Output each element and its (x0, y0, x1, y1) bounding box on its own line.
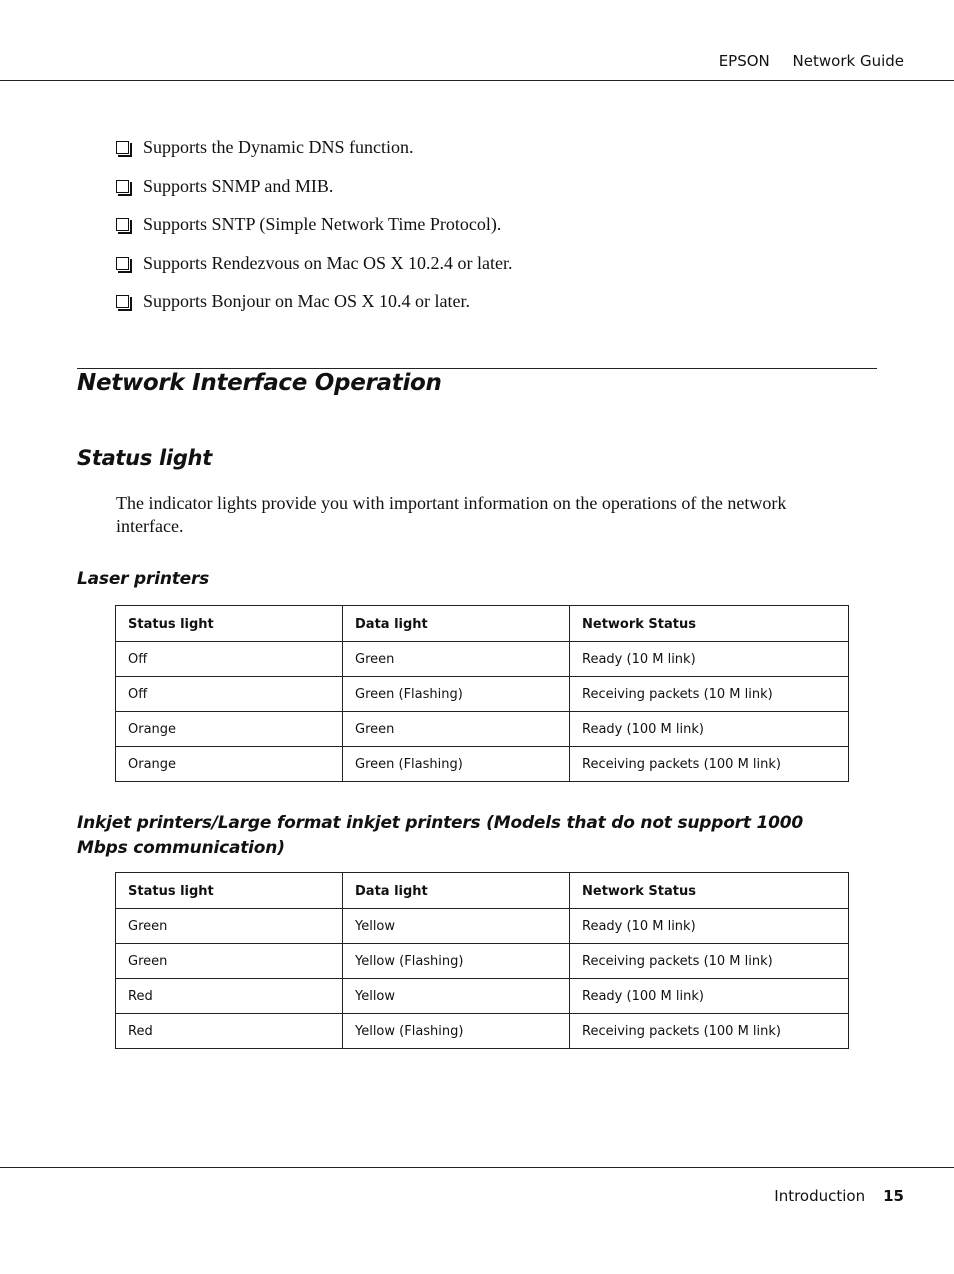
column-header: Status light (116, 873, 343, 909)
table-row (116, 677, 849, 712)
table-row (116, 1014, 849, 1049)
inkjet-printers-heading: Inkjet printers/Large format inkjet printers (Models that do not support 1000 Mbps communication) (77, 813, 804, 858)
table-cell: Green (Flashing) (343, 747, 570, 782)
table-cell: Off (116, 642, 343, 677)
table-cell: Off (116, 677, 343, 712)
list-item: Supports Bonjour on Mac OS X 10.4 or later. (116, 290, 512, 329)
table-row (116, 747, 849, 782)
checkbox-bullet-icon (116, 180, 129, 193)
table-cell: Receiving packets (10 M link) (570, 944, 849, 979)
table-cell: Red (116, 979, 343, 1014)
table-row (116, 712, 849, 747)
laser-status-table (115, 605, 849, 782)
checkbox-bullet-icon (116, 295, 129, 308)
table-cell: Yellow (Flashing) (343, 1014, 570, 1049)
subsection-title: Status light (77, 446, 212, 470)
laser-printers-heading: Laser printers (77, 569, 210, 589)
table-header-row (116, 606, 849, 642)
header-brand: EPSON (718, 52, 770, 70)
table-cell: Ready (100 M link) (570, 979, 849, 1014)
list-item: Supports SNMP and MIB. (116, 175, 512, 214)
inkjet-status-table (115, 872, 849, 1049)
page-header (719, 52, 904, 70)
checkbox-bullet-icon (116, 141, 129, 154)
table-cell: Green (116, 909, 343, 944)
footer-section-name: Introduction (774, 1187, 866, 1205)
header-guide-title: Network Guide (792, 52, 904, 70)
table-row (116, 979, 849, 1014)
table-header-row (116, 873, 849, 909)
table-cell: Ready (10 M link) (570, 909, 849, 944)
table-cell: Green (116, 944, 343, 979)
checkbox-bullet-icon (116, 257, 129, 270)
table-cell: Orange (116, 712, 343, 747)
page-footer (774, 1187, 904, 1205)
table-cell: Yellow (Flashing) (343, 944, 570, 979)
footer-divider (0, 1167, 954, 1168)
table-cell: Red (116, 1014, 343, 1049)
column-header: Data light (343, 873, 570, 909)
checkbox-bullet-icon (116, 218, 129, 231)
page-number: 15 (883, 1187, 904, 1205)
list-item: Supports the Dynamic DNS function. (116, 136, 512, 175)
table-cell: Yellow (343, 979, 570, 1014)
table-cell: Yellow (343, 909, 570, 944)
column-header: Data light (343, 606, 570, 642)
table-cell: Green (343, 642, 570, 677)
table-cell: Green (343, 712, 570, 747)
table-row (116, 944, 849, 979)
table-row (116, 642, 849, 677)
section-divider (77, 368, 877, 369)
column-header: Network Status (570, 606, 849, 642)
list-item: Supports Rendezvous on Mac OS X 10.2.4 or later. (116, 252, 512, 291)
section-title: Network Interface Operation (77, 370, 442, 396)
column-header: Network Status (570, 873, 849, 909)
table-cell: Orange (116, 747, 343, 782)
table-cell: Receiving packets (100 M link) (570, 747, 849, 782)
table-cell: Green (Flashing) (343, 677, 570, 712)
feature-list (116, 136, 512, 329)
column-header: Status light (116, 606, 343, 642)
table-row (116, 909, 849, 944)
table-cell: Receiving packets (10 M link) (570, 677, 849, 712)
table-cell: Receiving packets (100 M link) (570, 1014, 849, 1049)
header-divider (0, 80, 954, 81)
table-cell: Ready (100 M link) (570, 712, 849, 747)
list-item: Supports SNTP (Simple Network Time Protocol). (116, 213, 512, 252)
intro-paragraph: The indicator lights provide you with important information on the operations of the network interface. (116, 493, 787, 536)
table-cell: Ready (10 M link) (570, 642, 849, 677)
